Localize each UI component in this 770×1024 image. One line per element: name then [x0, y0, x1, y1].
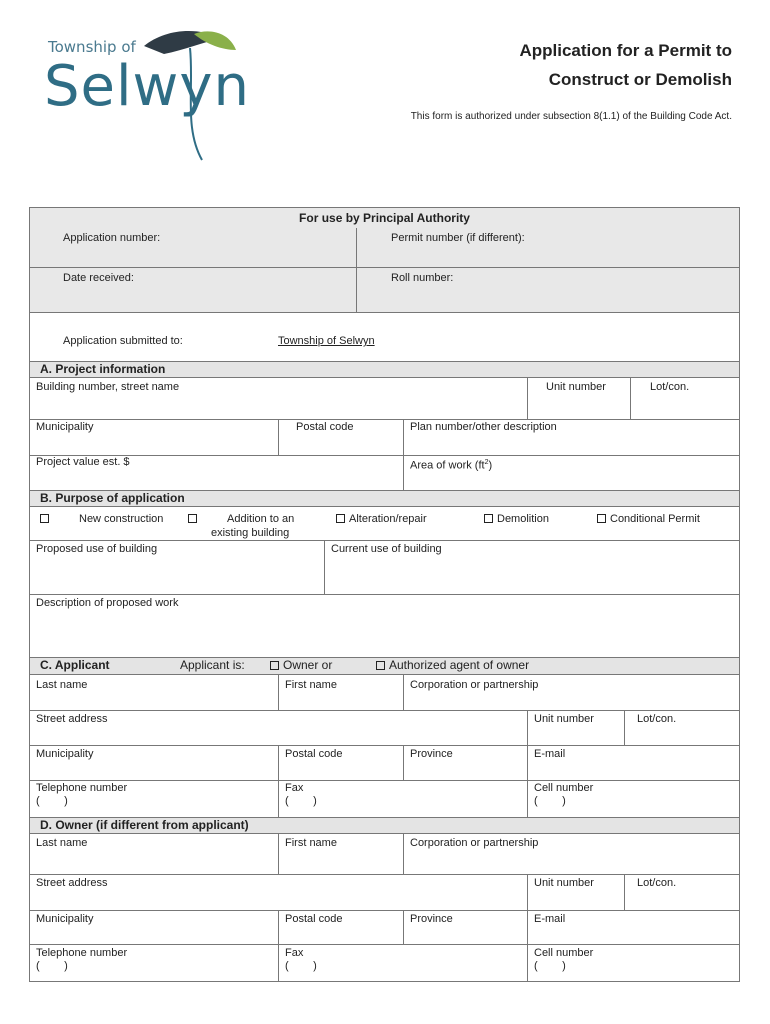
divider	[30, 419, 739, 420]
divider	[30, 944, 739, 945]
divider	[527, 378, 528, 419]
demolition-option[interactable]: Demolition	[478, 509, 555, 530]
divider	[630, 378, 631, 419]
submitted-to-value: Township of Selwyn	[278, 335, 375, 347]
last-name-label[interactable]: Last name	[36, 679, 88, 691]
owner-option[interactable]: Owner or	[270, 658, 332, 673]
authority-header: For use by Principal Authority	[299, 211, 470, 225]
email-label[interactable]: E-mail	[534, 913, 566, 925]
township-logo	[44, 28, 254, 164]
checkbox-icon[interactable]	[270, 661, 279, 670]
last-name-label[interactable]: Last name	[36, 837, 88, 849]
unit-number-label[interactable]: Unit number	[534, 713, 594, 725]
postal-code-label[interactable]: Postal code	[296, 421, 354, 433]
municipality-label[interactable]: Municipality	[36, 421, 94, 433]
postal-code-label[interactable]: Postal code	[285, 913, 343, 925]
plan-number-label[interactable]: Plan number/other description	[410, 421, 557, 433]
title-line-2: Construct or Demolish	[548, 70, 732, 89]
unit-number-label[interactable]: Unit number	[546, 381, 606, 393]
permit-form	[29, 207, 740, 982]
conditional-permit-option[interactable]: Conditional Permit	[591, 509, 706, 530]
authorization-note: This form is authorized under subsection 8(1.1) of the Building Code Act.	[410, 111, 732, 122]
building-number-label[interactable]: Building number, street name	[36, 381, 180, 393]
alteration-option[interactable]: Alteration/repair	[330, 509, 433, 530]
province-label[interactable]: Province	[410, 913, 453, 925]
current-use-label[interactable]: Current use of building	[331, 543, 442, 555]
divider	[624, 875, 625, 910]
divider	[624, 711, 625, 745]
lot-con-label[interactable]: Lot/con.	[650, 381, 690, 393]
postal-code-label[interactable]: Postal code	[285, 748, 343, 760]
lot-con-label[interactable]: Lot/con.	[637, 713, 677, 725]
logo-top-text: Township of	[48, 38, 136, 56]
agent-option[interactable]: Authorized agent of owner	[376, 658, 529, 673]
first-name-label[interactable]: First name	[285, 837, 337, 849]
municipality-label[interactable]: Municipality	[36, 748, 94, 760]
divider	[30, 780, 739, 781]
corporation-label[interactable]: Corporation or partnership	[410, 679, 539, 691]
addition-option[interactable]: Addition to an	[182, 509, 300, 530]
lot-con-label[interactable]: Lot/con.	[637, 877, 677, 889]
section-d-header: D. Owner (if different from applicant)	[30, 817, 739, 834]
divider	[278, 420, 279, 455]
roll-number-label: Roll number:	[391, 272, 454, 284]
fax-label[interactable]: Fax ( )	[285, 782, 317, 807]
addition-option-line2: existing building	[211, 527, 290, 539]
email-label[interactable]: E-mail	[534, 748, 566, 760]
telephone-label[interactable]: Telephone number ( )	[36, 782, 128, 807]
section-a-header: A. Project information	[30, 361, 739, 378]
divider	[30, 312, 739, 313]
divider	[30, 910, 739, 911]
province-label[interactable]: Province	[410, 748, 453, 760]
date-received-label: Date received:	[63, 272, 134, 284]
proposed-use-label[interactable]: Proposed use of building	[36, 543, 158, 555]
divider	[356, 228, 357, 312]
application-number-label: Application number:	[63, 232, 161, 244]
section-c-header: C. Applicant Applicant is: Owner or Authorized agent of owner	[30, 657, 739, 675]
cell-label[interactable]: Cell number ( )	[534, 947, 594, 972]
project-value-label[interactable]: Project value est. $	[36, 456, 130, 468]
checkbox-icon[interactable]	[336, 514, 345, 523]
divider	[30, 455, 739, 456]
checkbox-icon[interactable]	[188, 514, 197, 523]
checkbox-icon[interactable]	[597, 514, 606, 523]
divider	[30, 745, 739, 746]
corporation-label[interactable]: Corporation or partnership	[410, 837, 539, 849]
description-label[interactable]: Description of proposed work	[36, 597, 179, 609]
new-construction-option[interactable]: New construction	[34, 509, 169, 530]
cell-label[interactable]: Cell number ( )	[534, 782, 594, 807]
section-b-header: B. Purpose of application	[30, 490, 739, 507]
checkbox-icon[interactable]	[40, 514, 49, 523]
checkbox-icon[interactable]	[484, 514, 493, 523]
area-of-work-label[interactable]: Area of work $(ft^2)$	[410, 459, 493, 472]
municipality-label[interactable]: Municipality	[36, 913, 94, 925]
fax-label[interactable]: Fax ( )	[285, 947, 317, 972]
checkbox-icon[interactable]	[376, 661, 385, 670]
page-title	[519, 36, 732, 94]
unit-number-label[interactable]: Unit number	[534, 877, 594, 889]
street-address-label[interactable]: Street address	[36, 877, 108, 889]
telephone-label[interactable]: Telephone number ( )	[36, 947, 128, 972]
street-address-label[interactable]: Street address	[36, 713, 108, 725]
first-name-label[interactable]: First name	[285, 679, 337, 691]
permit-number-label: Permit number (if different):	[391, 232, 525, 244]
submitted-to-label: Application submitted to:	[63, 335, 183, 347]
title-line-1: Application for a Permit to	[519, 41, 732, 60]
logo-main-text: Selwyn	[44, 54, 250, 119]
